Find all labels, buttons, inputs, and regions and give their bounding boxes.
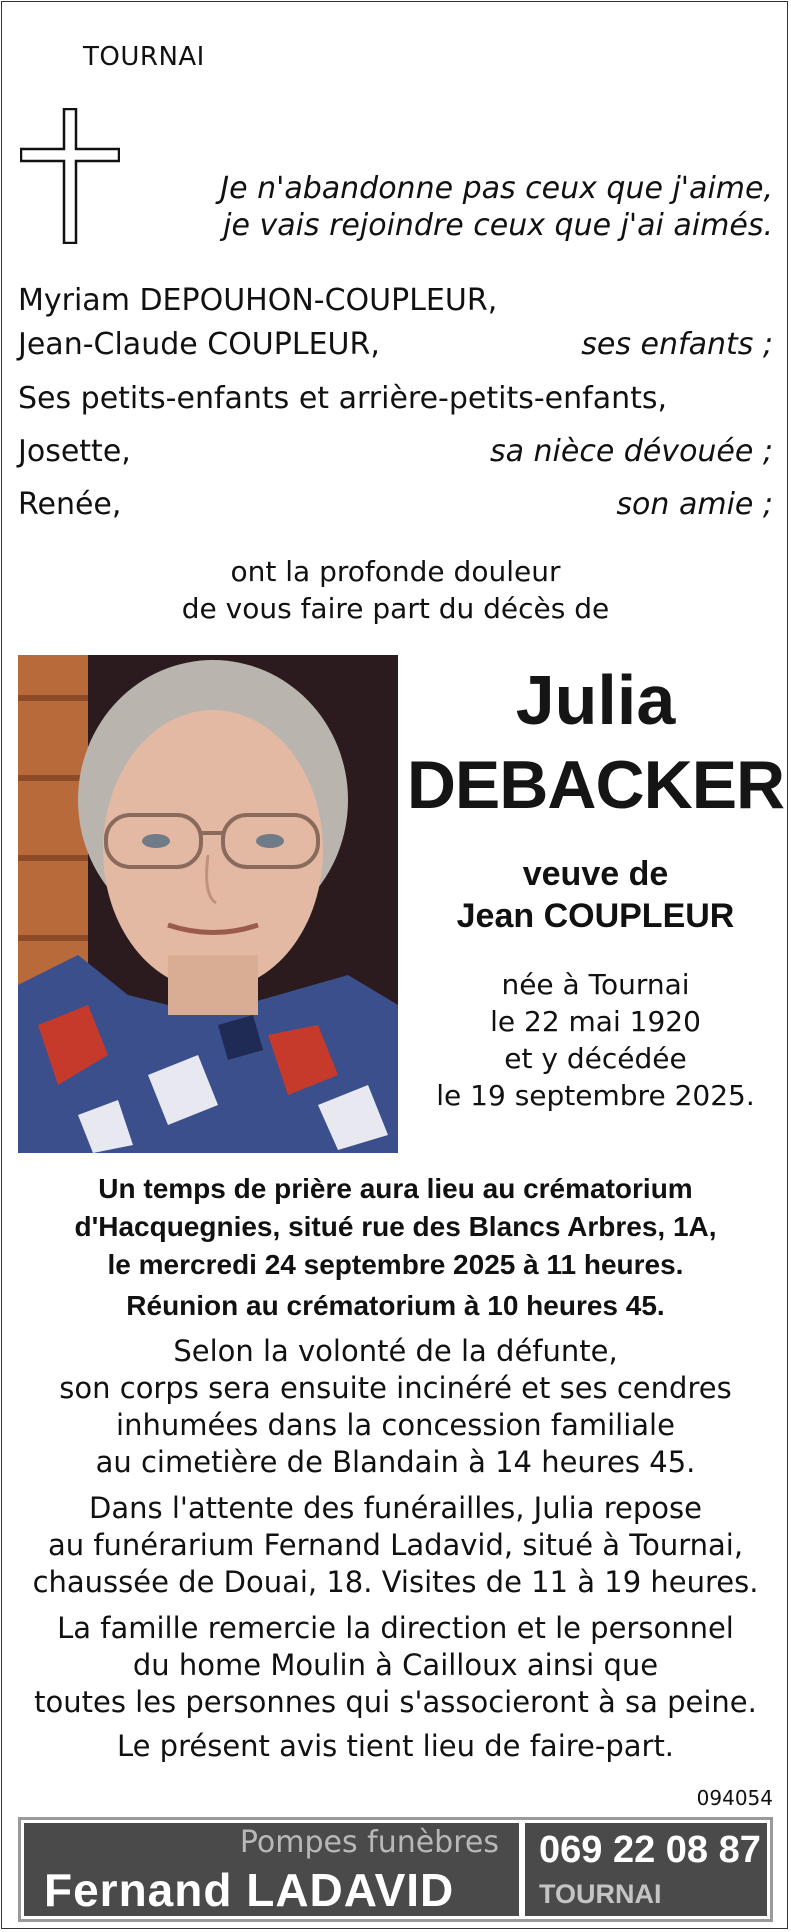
family-names: Josette, <box>18 434 131 469</box>
portrait-photo <box>18 655 398 1153</box>
paragraph-line: Le présent avis tient lieu de faire-part. <box>116 1729 675 1763</box>
date-line: le 22 mai 1920 <box>490 1005 701 1038</box>
paragraph-line: du home Moulin à Cailloux ainsi que <box>132 1648 659 1682</box>
paragraph-line: au cimetière de Blandain à 14 heures 45. <box>95 1445 696 1479</box>
birth-death-dates <box>400 966 791 1114</box>
ceremony-line: d'Hacquegnies, situé rue des Blancs Arbres, 1A, <box>74 1211 717 1242</box>
closing-paragraph <box>0 1728 791 1765</box>
family-row <box>18 487 773 527</box>
ceremony-line: Un temps de prière aura lieu au crématorium <box>98 1173 693 1204</box>
family-relation: son amie ; <box>616 487 773 522</box>
funeral-home-label: Pompes funèbres <box>239 1825 499 1860</box>
family-names: Renée, <box>18 487 122 522</box>
funeral-home-banner <box>18 1817 773 1922</box>
visitation-paragraph <box>0 1490 791 1601</box>
family-relation: sa nièce dévouée ; <box>489 434 773 469</box>
family-row <box>18 283 773 323</box>
paragraph-line: son corps sera ensuite incinéré et ses cendres <box>59 1371 732 1405</box>
header-city: TOURNAI <box>83 42 205 72</box>
date-line: et y décédée <box>504 1042 687 1075</box>
funeral-home-city: TOURNAI <box>539 1879 662 1909</box>
reunion-info: Réunion au crématorium à 10 heures 45. <box>126 1290 665 1321</box>
spouse-line: veuve de <box>522 855 669 893</box>
deceased-first-name: Julia <box>515 661 676 739</box>
quote-line: je vais rejoindre ceux que j'ai aimés. <box>223 208 773 243</box>
intro-line: ont la profonde douleur <box>230 555 561 588</box>
deceased-last-name: DEBACKER <box>406 747 785 823</box>
family-row <box>18 434 773 474</box>
funeral-home-name-panel <box>24 1823 519 1916</box>
cremation-paragraph <box>0 1333 791 1481</box>
ceremony-line: le mercredi 24 septembre 2025 à 11 heures. <box>107 1249 684 1280</box>
reference-number: 094054 <box>696 1786 773 1810</box>
family-row <box>18 327 773 367</box>
quote <box>220 170 773 244</box>
date-line: née à Tournai <box>501 968 690 1001</box>
ceremony-info <box>0 1170 791 1284</box>
family-names: Myriam DEPOUHON-COUPLEUR, <box>18 283 498 318</box>
family-names: Jean-Claude COUPLEUR, <box>18 327 380 362</box>
funeral-home-company: Fernand LADAVID <box>44 1864 455 1916</box>
paragraph-line: La famille remercie la direction et le personnel <box>57 1611 734 1645</box>
paragraph-line: chaussée de Douai, 18. Visites de 11 à 19 heures. <box>32 1565 759 1599</box>
spouse-name: Jean COUPLEUR <box>456 897 735 935</box>
paragraph-line: Dans l'attente des funérailles, Julia repose <box>89 1491 702 1525</box>
family-relation: ses enfants ; <box>581 327 773 362</box>
thanks-paragraph <box>0 1610 791 1721</box>
date-line: le 19 septembre 2025. <box>436 1079 755 1112</box>
funeral-home-phone: 069 22 08 87 <box>539 1829 761 1871</box>
spouse-info <box>400 853 791 937</box>
paragraph-line: toutes les personnes qui s'associeront à sa peine. <box>34 1685 757 1719</box>
family-row <box>18 381 773 421</box>
quote-line: Je n'abandonne pas ceux que j'aime, <box>220 171 773 206</box>
paragraph-line: au funérarium Fernand Ladavid, situé à Tournai, <box>47 1528 744 1562</box>
family-names: Ses petits-enfants et arrière-petits-enfants, <box>18 381 668 416</box>
paragraph-line: inhumées dans la concession familiale <box>116 1408 675 1442</box>
paragraph-line: Selon la volonté de la défunte, <box>173 1334 618 1368</box>
funeral-home-contact-panel <box>525 1823 767 1916</box>
cross-icon <box>20 108 120 244</box>
intro-line: de vous faire part du décès de <box>181 592 610 625</box>
announcement-intro <box>0 553 791 627</box>
